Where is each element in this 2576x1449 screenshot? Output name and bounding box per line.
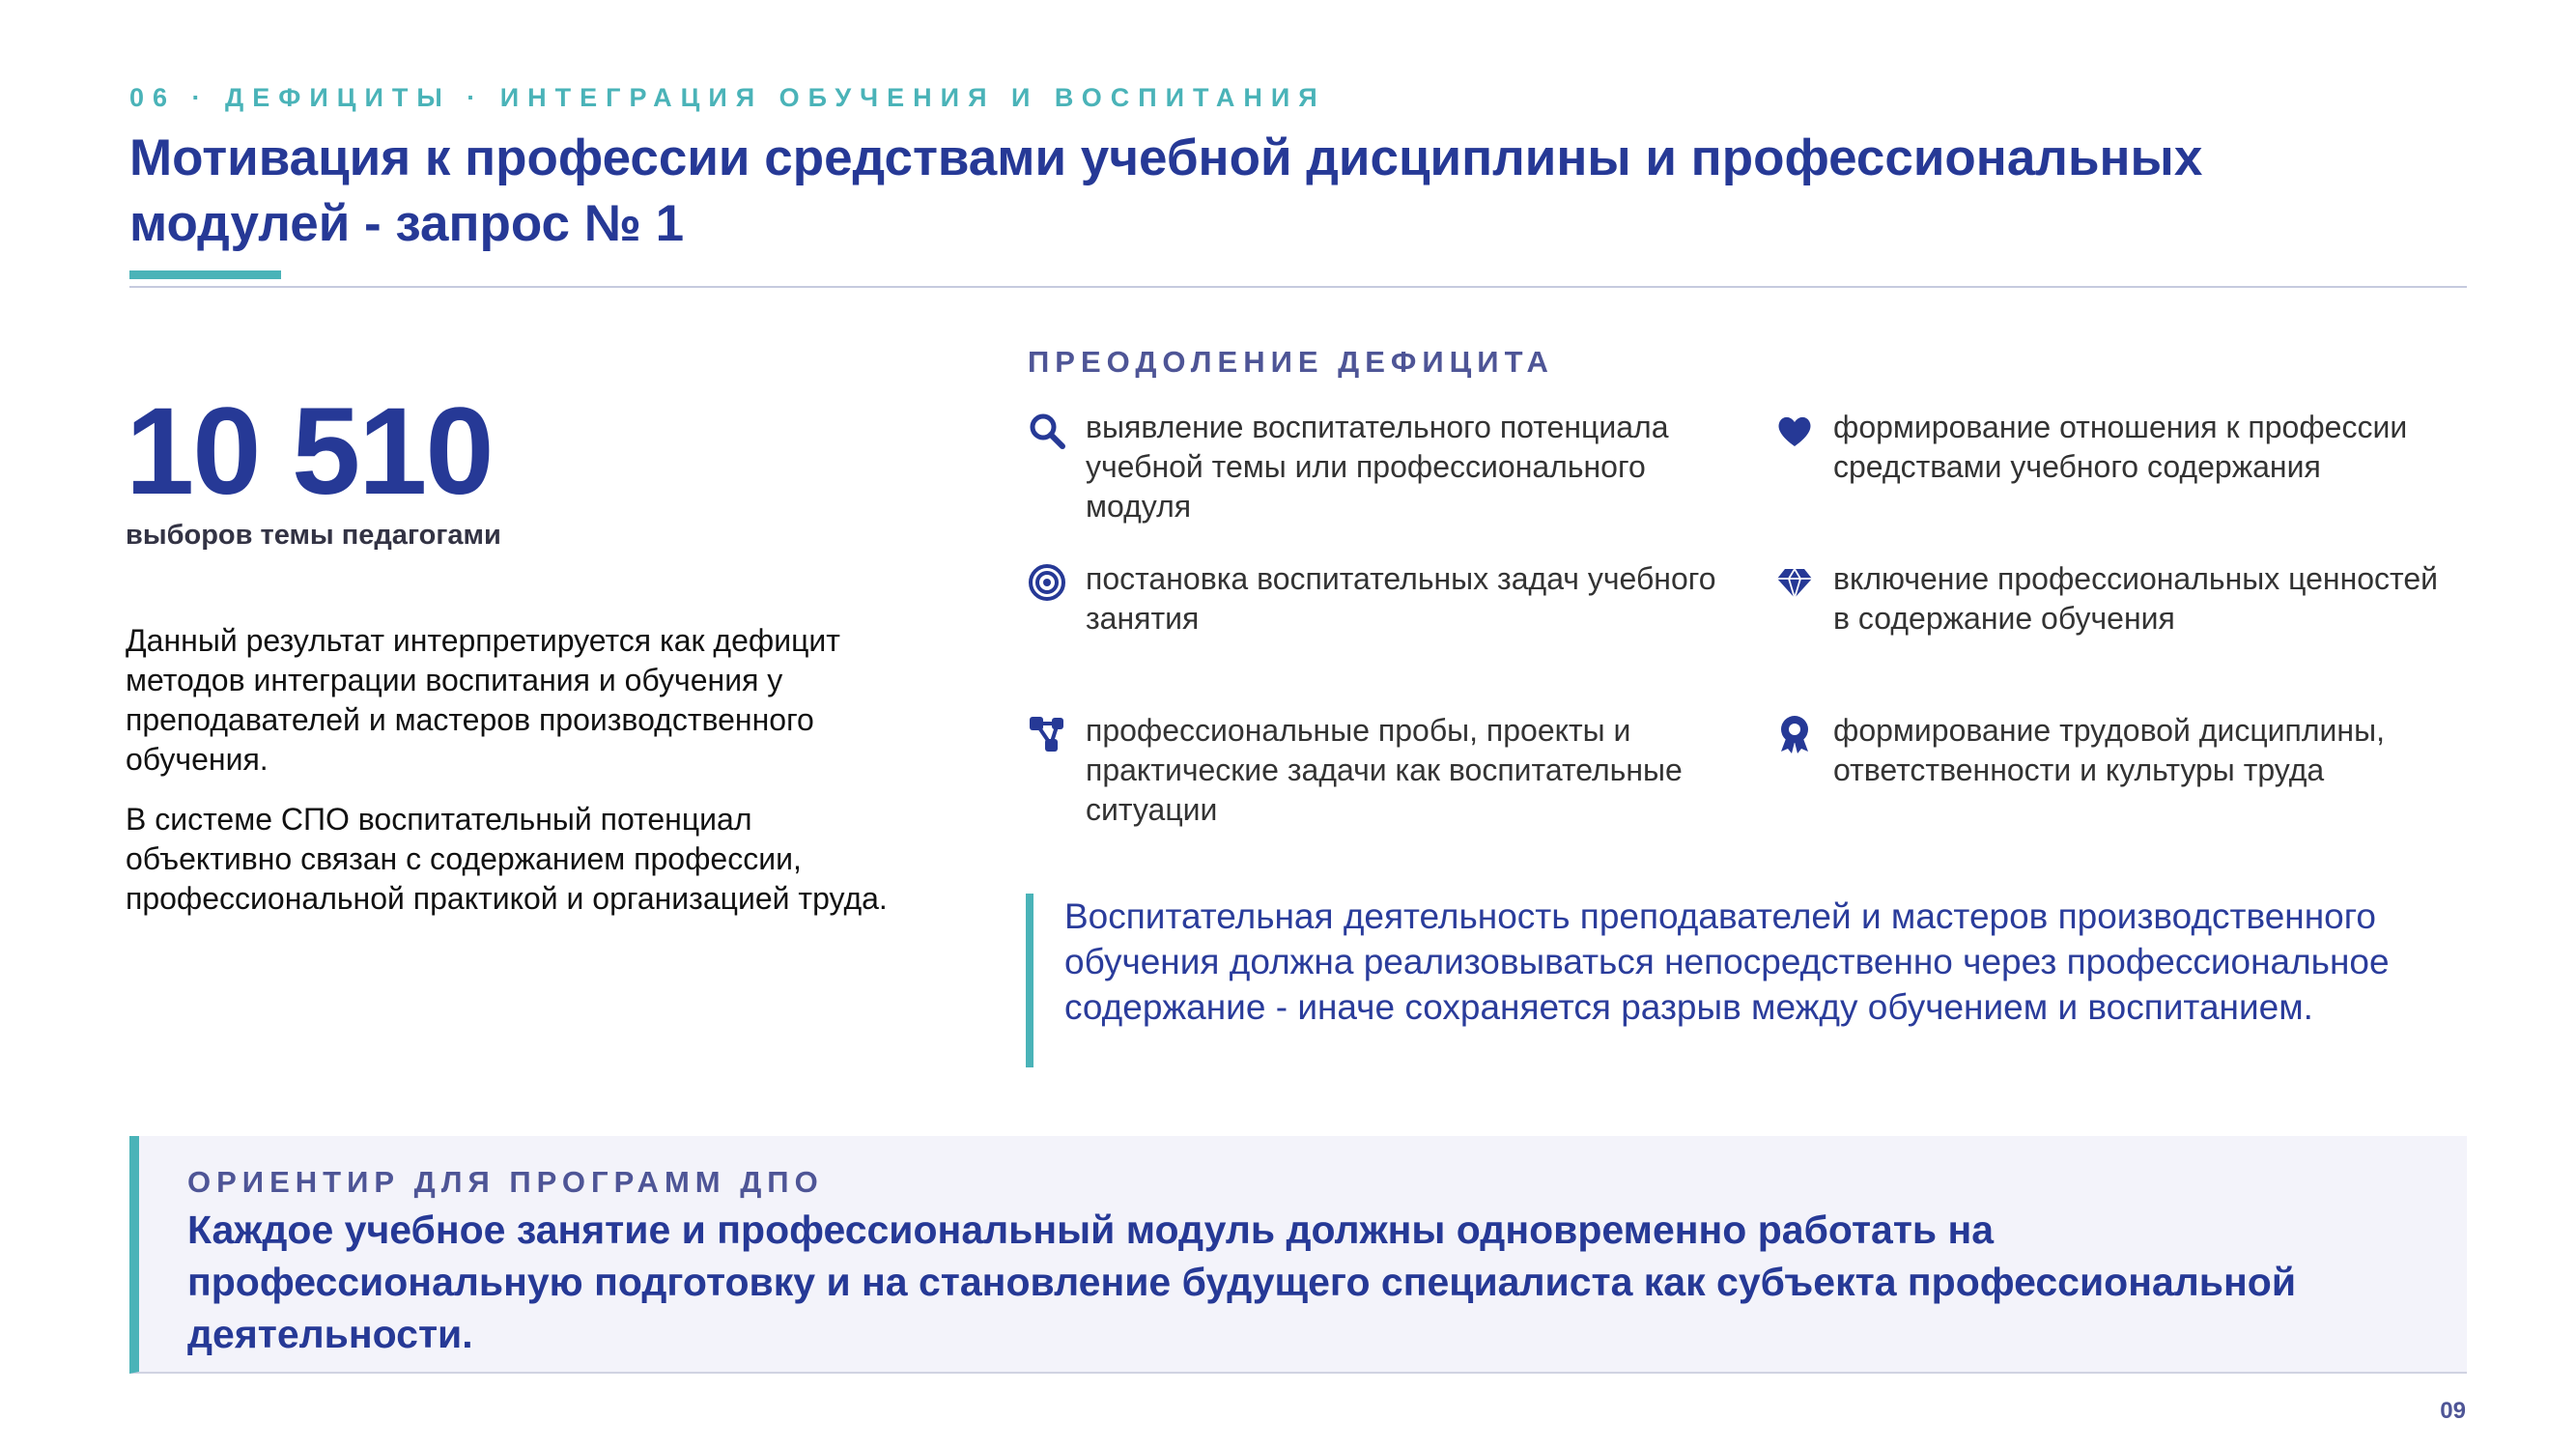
callout-label: ОРИЕНТИР ДЛЯ ПРОГРАММ ДПО xyxy=(187,1165,824,1199)
stat-value: 10 510 xyxy=(126,383,493,521)
overcoming-item xyxy=(1773,711,2469,790)
stat-caption: выборов темы педагогами xyxy=(126,520,501,551)
description-paragraph: Данный результат интерпретируется как дефицит методов интеграции воспитания и обучения у преподавателей и мастеров производственного обучения. xyxy=(126,623,840,777)
search-icon xyxy=(1026,410,1068,452)
overcoming-item xyxy=(1773,408,2469,487)
section-kicker: 06 · ДЕФИЦИТЫ · ИНТЕГРАЦИЯ ОБУЧЕНИЯ И ВОСПИТАНИЯ xyxy=(129,83,1326,112)
overcoming-item-text: постановка воспитательных задач учебного занятия xyxy=(1086,561,1716,636)
page-title: Мотивация к профессии средствами учебной дисциплины и профессиональных модулей - запрос № 1 xyxy=(129,129,2203,252)
description-paragraph: В системе СПО воспитательный потенциал объективно связан с содержанием профессии, профессиональной практикой и организацией труда. xyxy=(126,802,888,916)
overcoming-item-text: формирование отношения к профессии средствами учебного содержания xyxy=(1833,410,2408,484)
overcoming-item xyxy=(1026,711,1741,830)
dpo-callout xyxy=(129,1136,2467,1374)
target-icon xyxy=(1026,561,1068,604)
overcoming-label: ПРЕОДОЛЕНИЕ ДЕФИЦИТА xyxy=(1028,345,1554,379)
gem-icon xyxy=(1773,561,1816,604)
overcoming-item xyxy=(1026,559,1741,639)
overcoming-item-text: выявление воспитательного потенциала учебной темы или профессионального модуля xyxy=(1086,410,1669,524)
page-number: 09 xyxy=(2440,1398,2466,1424)
callout-text: Каждое учебное занятие и профессиональный модуль должны одновременно работать на профессиональную подготовку и на становление будущего специалиста как субъекта профессиональной деятельности. xyxy=(187,1208,2297,1356)
heart-icon xyxy=(1773,410,1816,452)
title-divider xyxy=(129,286,2467,288)
overcoming-item xyxy=(1026,408,1741,526)
overcoming-item-text: формирование трудовой дисциплины, ответственности и культуры труда xyxy=(1833,713,2385,787)
overcoming-item xyxy=(1773,559,2469,639)
nodes-icon xyxy=(1026,713,1068,755)
award-icon xyxy=(1773,713,1816,755)
key-quote-text: Воспитательная деятельность преподавателей и мастеров производственного обучения должна реализовываться непосредственно через профессиональное содержание - иначе сохраняется разрыв между обучением и воспитанием. xyxy=(1064,896,2390,1027)
overcoming-item-text: включение профессиональных ценностей в содержание обучения xyxy=(1833,561,2438,636)
key-quote xyxy=(1026,894,2473,1067)
title-accent-bar xyxy=(129,270,281,279)
overcoming-item-text: профессиональные пробы, проекты и практические задачи как воспитательные ситуации xyxy=(1086,713,1683,827)
